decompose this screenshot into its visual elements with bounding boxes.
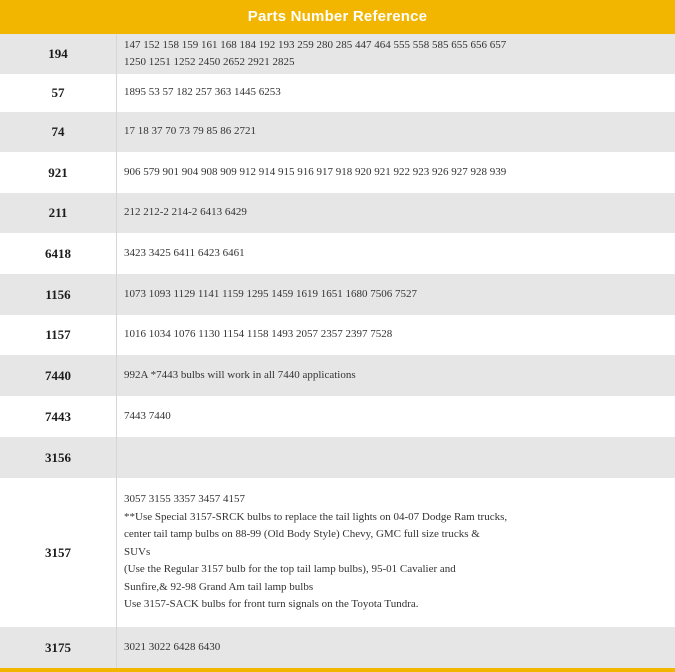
- cross-reference-cell: [117, 355, 675, 396]
- part-number-cell: 7440: [0, 355, 117, 396]
- cross-reference-note: (Use the Regular 3157 bulb for the top tail lamp bulbs), 95-01 Cavalier and: [124, 563, 456, 576]
- cross-reference-line: 212 212-2 214-2 6413 6429: [124, 206, 247, 219]
- cross-reference-cell: [117, 112, 675, 152]
- page-title: Parts Number Reference: [247, 7, 428, 25]
- cross-reference-line: 3057 3155 3357 3457 4157: [124, 493, 245, 506]
- table-row: [0, 233, 675, 274]
- cross-reference-cell: [117, 315, 675, 355]
- cross-reference-line: 3423 3425 6411 6423 6461: [124, 246, 245, 259]
- part-number-cell: 194: [0, 34, 117, 74]
- part-number-cell: 1157: [0, 315, 117, 355]
- cross-reference-line: 1250 1251 1252 2450 2652 2921 2825: [124, 56, 295, 68]
- cross-reference-cell: [117, 437, 675, 478]
- table-row: [0, 74, 675, 112]
- cross-reference-line: 1016 1034 1076 1130 1154 1158 1493 2057 2357 2397 7528: [124, 328, 393, 341]
- table-row: [0, 355, 675, 396]
- cross-reference-cell: [117, 478, 675, 627]
- cross-reference-line: 7443 7440: [124, 409, 171, 422]
- table-row: [0, 152, 675, 193]
- cross-reference-note: **Use Special 3157-SRCK bulbs to replace the tail lights on 04-07 Dodge Ram trucks,: [124, 510, 508, 523]
- cross-reference-note: Sunfire,& 92-98 Grand Am tail lamp bulbs: [124, 580, 314, 593]
- part-number-cell: 3156: [0, 437, 117, 478]
- table-row: [0, 274, 675, 315]
- cross-reference-line: 1073 1093 1129 1141 1159 1295 1459 1619 1651 1680 7506 7527: [124, 287, 418, 300]
- table-row: [0, 437, 675, 478]
- part-number-cell: 74: [0, 112, 117, 152]
- part-number-cell: 1156: [0, 274, 117, 315]
- part-number-cell: 211: [0, 193, 117, 233]
- cross-reference-line: 3021 3022 6428 6430: [124, 640, 221, 653]
- cross-reference-line: 906 579 901 904 908 909 912 914 915 916 917 918 920 921 922 923 926 927 928 939: [124, 165, 507, 178]
- part-number-cell: 3175: [0, 627, 117, 668]
- part-number-cell: 921: [0, 152, 117, 193]
- cross-reference-line: 147 152 158 159 161 168 184 192 193 259 280 285 447 464 555 558 585 655 656 657: [124, 38, 507, 51]
- table-row: [0, 478, 675, 627]
- cross-reference-note: SUVs: [124, 545, 151, 558]
- table-header: [0, 0, 675, 34]
- parts-table: [0, 34, 675, 668]
- part-number-cell: 57: [0, 74, 117, 112]
- part-number-cell: 7443: [0, 396, 117, 437]
- table-row: [0, 34, 675, 74]
- cross-reference-cell: [117, 233, 675, 274]
- cross-reference-note: center tail tamp bulbs on 88-99 (Old Body Style) Chevy, GMC full size trucks &: [124, 528, 480, 541]
- table-row: [0, 112, 675, 152]
- cross-reference-cell: [117, 152, 675, 193]
- cross-reference-line: 992A *7443 bulbs will work in all 7440 applications: [124, 368, 356, 381]
- cross-reference-line: 1895 53 57 182 257 363 1445 6253: [124, 86, 281, 99]
- cross-reference-cell: [117, 274, 675, 315]
- cross-reference-cell: [117, 627, 675, 668]
- cross-reference-cell: [117, 34, 675, 74]
- cross-reference-note: Use 3157-SACK bulbs for front turn signals on the Toyota Tundra.: [124, 598, 419, 611]
- cross-reference-cell: [117, 193, 675, 233]
- cross-reference-cell: [117, 396, 675, 437]
- cross-reference-cell: [117, 74, 675, 112]
- cross-reference-line: 17 18 37 70 73 79 85 86 2721: [124, 125, 256, 138]
- table-row: [0, 396, 675, 437]
- footer-accent-bar: [0, 668, 675, 672]
- table-row: [0, 315, 675, 355]
- table-row: [0, 627, 675, 668]
- part-number-cell: 3157: [0, 478, 117, 627]
- part-number-cell: 6418: [0, 233, 117, 274]
- table-row: [0, 193, 675, 233]
